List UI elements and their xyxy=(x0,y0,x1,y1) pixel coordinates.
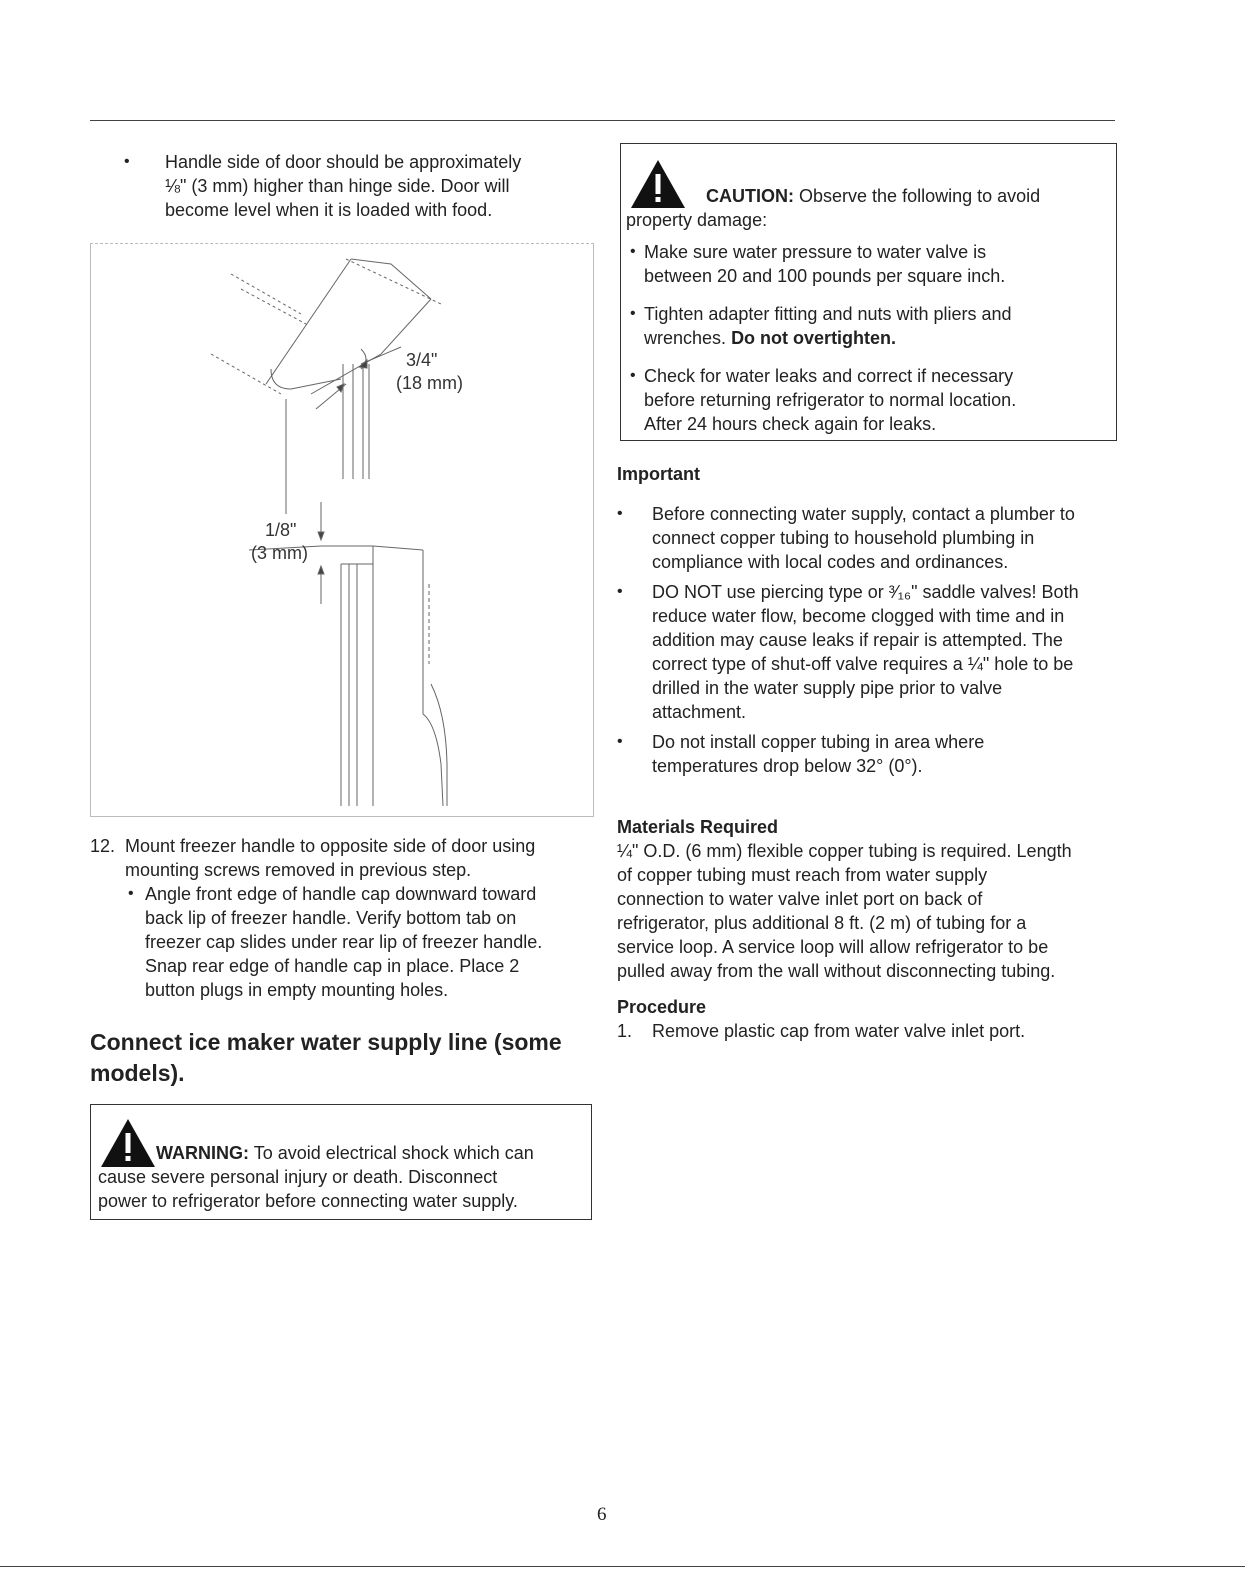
important-line: Before connecting water supply, contact a plumber to xyxy=(652,504,1075,524)
important-line: Do not install copper tubing in area where xyxy=(652,732,985,752)
materials-line: ¼" O.D. (6 mm) flexible copper tubing is required. Length xyxy=(617,841,1072,861)
important-line: compliance with local codes and ordinances. xyxy=(652,552,1009,572)
materials-line: connection to water valve inlet port on back of xyxy=(617,889,983,909)
warning-text: power to refrigerator before connecting water supply. xyxy=(98,1191,518,1211)
step-subline: button plugs in empty mounting holes. xyxy=(145,980,449,1000)
bullet-dot: • xyxy=(124,153,130,170)
materials-heading: Materials Required xyxy=(617,817,779,837)
step-subline: back lip of freezer handle. Verify bottom tab on xyxy=(145,908,517,928)
step-subline: Snap rear edge of handle cap in place. Place 2 xyxy=(145,956,520,976)
page-number: 6 xyxy=(597,1504,607,1525)
caution-item-line: After 24 hours check again for leaks. xyxy=(644,414,937,434)
procedure-step-number: 1. xyxy=(617,1021,633,1041)
section-heading xyxy=(90,1027,600,1089)
label-3-4-inch: 3/4" xyxy=(406,350,438,370)
label-18-mm: (18 mm) xyxy=(396,373,463,393)
bullet-dot: • xyxy=(128,885,134,902)
caution-emphasis: Do not overtighten. xyxy=(731,328,897,348)
step-line: Mount freezer handle to opposite side of door using xyxy=(125,836,536,856)
important-line: drilled in the water supply pipe prior to valve xyxy=(652,678,1003,698)
caution-label: CAUTION: xyxy=(706,186,794,206)
warning-triangle-icon xyxy=(99,1117,157,1169)
bullet-dot: • xyxy=(630,305,636,322)
intro-line: ⅛" (3 mm) higher than hinge side. Door will xyxy=(165,176,510,196)
important-heading: Important xyxy=(617,464,700,484)
bullet-dot: • xyxy=(617,733,623,750)
bottom-rule xyxy=(0,1566,1245,1567)
important-line: connect copper tubing to household plumbing in xyxy=(652,528,1035,548)
caution-box xyxy=(620,143,1117,441)
intro-line: become level when it is loaded with food. xyxy=(165,200,493,220)
warning-text: To avoid electrical shock which can xyxy=(253,1143,534,1163)
caution-item-line: Tighten adapter fitting and nuts with pliers and xyxy=(644,304,1012,324)
bullet-dot: • xyxy=(630,243,636,260)
step-subline: freezer cap slides under rear lip of freezer handle. xyxy=(145,932,543,952)
handle-diagram xyxy=(90,243,594,817)
caution-item-line: between 20 and 100 pounds per square inch. xyxy=(644,266,1006,286)
warning-label: WARNING: xyxy=(156,1143,249,1163)
caution-text: property damage: xyxy=(626,210,768,230)
important-line: temperatures drop below 32° (0°). xyxy=(652,756,923,776)
caution-item-line: Make sure water pressure to water valve is xyxy=(644,242,987,262)
step-line: mounting screws removed in previous step. xyxy=(125,860,472,880)
warning-box xyxy=(90,1104,592,1220)
step-subline: Angle front edge of handle cap downward toward xyxy=(145,884,537,904)
important-line: attachment. xyxy=(652,702,747,722)
section-heading-line: models). xyxy=(90,1060,185,1086)
label-3-mm: (3 mm) xyxy=(251,543,308,563)
bullet-dot: • xyxy=(630,367,636,384)
important-line: addition may cause leaks if repair is attempted. The xyxy=(652,630,1063,650)
bullet-dot: • xyxy=(617,505,623,522)
bullet-dot: • xyxy=(617,583,623,600)
materials-line: pulled away from the wall without disconnecting tubing. xyxy=(617,961,1056,981)
procedure-heading: Procedure xyxy=(617,997,707,1017)
procedure-step xyxy=(617,1019,1026,1043)
important-line: reduce water flow, become clogged with time and in xyxy=(652,606,1065,626)
materials-line: of copper tubing must reach from water supply xyxy=(617,865,988,885)
materials-line: service loop. A service loop will allow refrigerator to be xyxy=(617,937,1049,957)
important-line: DO NOT use piercing type or ³⁄₁₆" saddle valves! Both xyxy=(652,582,1079,602)
materials-line: refrigerator, plus additional 8 ft. (2 m) of tubing for a xyxy=(617,913,1027,933)
caution-item-line: before returning refrigerator to normal location. xyxy=(644,390,1017,410)
label-1-8-inch: 1/8" xyxy=(265,520,297,540)
procedure-step-text: Remove plastic cap from water valve inlet port. xyxy=(652,1021,1026,1041)
caution-text: Observe the following to avoid xyxy=(799,186,1041,206)
warning-text: cause severe personal injury or death. Disconnect xyxy=(98,1167,498,1187)
caution-item-line: wrenches. xyxy=(644,328,727,348)
section-heading-line: Connect ice maker water supply line (some xyxy=(90,1029,562,1055)
top-rule xyxy=(90,120,1115,121)
step-number: 12. xyxy=(90,836,116,856)
materials-text xyxy=(617,839,1072,983)
intro-line: Handle side of door should be approximately xyxy=(165,152,522,172)
warning-triangle-icon xyxy=(629,158,687,210)
important-line: correct type of shut-off valve requires a ¼" hole to be xyxy=(652,654,1074,674)
caution-item-line: Check for water leaks and correct if necessary xyxy=(644,366,1014,386)
